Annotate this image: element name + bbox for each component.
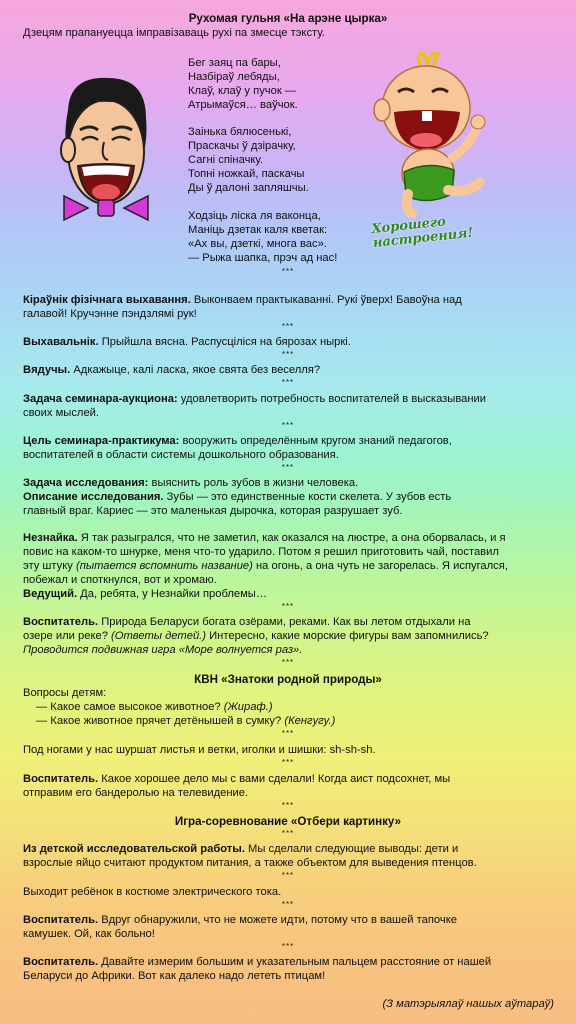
question-text: — Какое самое высокое животное? [36,701,224,713]
paragraph-text: Беларуси до Африки. Вот как далеко надо лететь птицам! [23,970,326,982]
question-item [36,701,566,715]
poem-line: Сагні спіначку. [188,154,264,166]
paragraph-text: Выходит ребёнок в костюме электрического тока. [23,886,282,898]
paragraph-text: на огонь, а она чуть не загорелась. Я испугался, [252,560,508,572]
good-mood-sticker-text: Хорошего настроения! [370,214,474,251]
speaker-label: Воспитатель. [23,773,99,785]
paragraph-text: выяснить роль зубов в жизни человека. [148,477,359,489]
paragraph-text: Я так разыгрался, что не заметил, как оказался на люстре, а она оборвалась, и я [77,532,506,544]
question-item [36,715,566,729]
paragraph-text: Давайте измерим большим и указательным пальцем расстояние от нашей [98,956,492,968]
speaker-label: Воспитатель. [23,914,99,926]
paragraph-text: Мы сделали следующие выводы: дети и [244,843,459,855]
paragraph-text: Прыйшла вясна. Распусціліся на бярозах ныркі. [98,336,351,348]
poem-line: Ды ў далоні запляшчы. [188,182,309,194]
poem-line: Клаў, клаў у пучок — [188,85,297,97]
speaker-label: Выхавальнік. [23,336,99,348]
speaker-label: Описание исследования. [23,491,164,503]
paragraph-text: Интересно, какие морские фигуры вам запомнились? [206,630,489,642]
paragraph-text: Адкажыце, калі ласка, якое свята без веселля? [70,364,321,376]
paragraph-text: побежал и споткнулся, вот и хромаю. [23,574,217,586]
stage-direction: Проводится подвижная игра «Море волнуется раз». [23,644,303,656]
paragraph-text: Под ногами у нас шуршат листья и ветки, иголки и шишки: sh-sh-sh. [23,744,376,756]
separator: *** [281,729,295,738]
speaker-label: Задача исследования: [23,477,149,489]
separator: *** [281,942,295,951]
paragraph-text: галавой! Кручэнне пэндзлямі рук! [23,308,197,320]
paragraph-text: отправим его бандеролью на телевидение. [23,787,249,799]
paragraph-text: Зубы — это единственные кости скелета. У зубов есть [163,491,452,503]
laughing-man-illustration [50,70,160,230]
section-title: КВН «Знатоки родной природы» [194,673,382,686]
questions-heading: Вопросы детям: [23,687,107,699]
speaker-label: Кіраўнік фізічнага выхавання. [23,294,191,306]
speaker-label: Цель семинара-практикума: [23,435,180,447]
paragraph-text: Вдруг обнаружили, что не можете идти, потому что в вашей тапочке [98,914,457,926]
paragraph-text: Какое хорошее дело мы с вами сделали! Когда аист подсохнет, мы [98,773,451,785]
separator: *** [281,658,295,667]
speaker-label: Ведущий. [23,588,78,600]
speaker-label: Незнайка. [23,532,78,544]
poem-line: — Рыжа шапка, прэч ад нас! [188,252,338,264]
separator: *** [281,871,295,880]
paragraph [23,477,553,491]
paragraph-text: камушек. Ой, как больно! [23,928,155,940]
separator: *** [281,350,295,359]
paragraph-text: озере или реке? [23,630,112,642]
poem-line: Заінька бялюсенькі, [188,126,292,138]
paragraph [23,532,553,546]
separator: *** [281,829,295,838]
speaker-label: Из детской исследовательской работы. [23,843,245,855]
poem-line: Атрымаўся… ваўчок. [188,99,298,111]
paragraph-text: удовлетворить потребность воспитателей в высказывании [177,393,487,405]
paragraph-text: Да, ребята, у Незнайки проблемы… [77,588,268,600]
paragraph-text: повис на каком-то шнурке, меня что-то ударило. Потом я решил приготовить чай, поставил [23,546,499,558]
paragraph [23,843,553,857]
stage-direction: (Ответы детей.) [111,630,207,642]
paragraph [23,393,553,407]
poem-line: Бег заяц па бары, [188,57,281,69]
paragraph [23,336,553,350]
poem-line: Топні ножкай, паскачы [188,168,305,180]
answer-text: (Кенгугу.) [284,715,336,727]
paragraph [23,773,553,787]
separator: *** [281,463,295,472]
paragraph-text: своих мыслей. [23,407,100,419]
speaker-label: Воспитатель. [23,616,99,628]
section-title: Игра-соревнование «Отбери картинку» [174,815,402,828]
question-text: — Какое животное прячет детёнышей в сумку? [36,715,285,727]
paragraph-text: Выконваем практыкаванні. Рукі ўверх! Бавоўна над [190,294,462,306]
paragraph [23,435,553,449]
paragraph-text: воспитателей в области системы дошкольного образования. [23,449,339,461]
poem-line: Ходзіць ліска ля ваконца, [188,210,321,222]
paragraph [23,914,553,928]
paragraph [23,616,553,630]
intro-text: Дзецям прапануецца імправізаваць рухі па змесце тэксту. [23,27,325,39]
paragraph-text: Природа Беларуси богата озёрами, реками. Как вы летом отдыхали на [98,616,471,628]
paragraph [23,294,553,308]
speaker-label: Задача семинара-аукциона: [23,393,178,405]
separator: *** [281,758,295,767]
speaker-label: Воспитатель. [23,956,99,968]
stage-direction [23,644,553,658]
paragraph [23,364,553,378]
separator: *** [281,900,295,909]
paragraph-text: взрослые яйцо считают продуктом питания, а также объектом для выведения птенцов. [23,857,477,869]
paragraph-text: вооружить определённым кругом знаний педагогов, [179,435,452,447]
separator: *** [281,322,295,331]
paragraph-text [23,560,553,574]
poem-line: Назбіраў лебяды, [188,71,280,83]
answer-text: (Жираф.) [223,701,273,713]
separator: *** [281,421,295,430]
stage-direction: (пытается вспомнить название) [75,560,253,572]
paragraph-text [23,630,553,644]
speaker-label: Вядучы. [23,364,71,376]
paragraph-text: эту штуку [23,560,76,572]
paragraph [23,491,553,505]
separator: *** [281,602,295,611]
game-title: Рухомая гульня «На арэне цырка» [188,12,388,25]
poem-line: Маніць дзетак каля кветак: [188,224,328,236]
source-credit: (З матэрыялаў нашых аўтараў) [382,998,554,1010]
paragraph-text: главный враг. Кариес — это маленькая дырочка, которая разрушает зуб. [23,505,403,517]
separator: *** [281,801,295,810]
paragraph [23,588,553,602]
separator: *** [281,267,295,276]
laughing-baby-illustration [368,48,508,218]
poem-line: «Ах вы, дзеткі, многа вас». [188,238,327,250]
separator: *** [281,378,295,387]
poem-line: Праскачы ў дзірачку, [188,140,296,152]
paragraph [23,956,553,970]
